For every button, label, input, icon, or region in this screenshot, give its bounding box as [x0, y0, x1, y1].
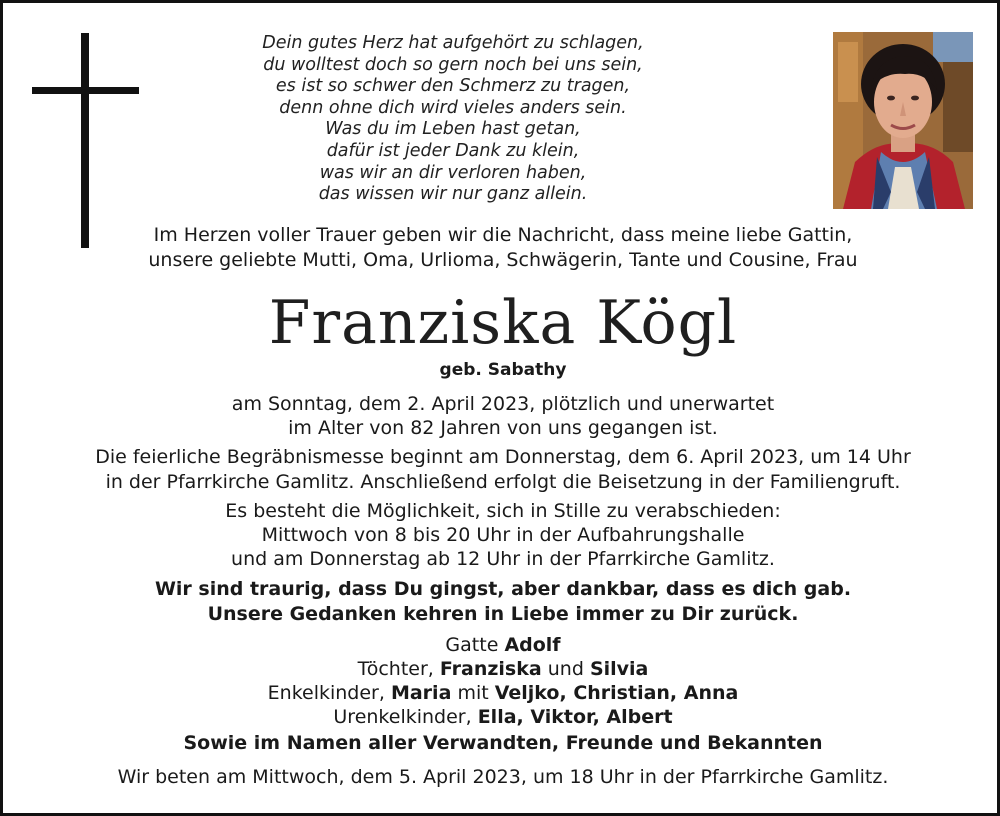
farewell-line: Mittwoch von 8 bis 20 Uhr in der Aufbahrungshalle: [261, 524, 745, 547]
notice-paragraphs: [3, 392, 1000, 571]
daughters-line: [3, 657, 1000, 681]
quote: [3, 577, 1000, 627]
closing-line: Sowie im Namen aller Verwandten, Freunde und Bekannten: [183, 732, 823, 754]
death-notice-line: im Alter von 82 Jahren von uns gegangen ist.: [288, 417, 718, 440]
great-grandchildren-line: [3, 705, 1000, 729]
spouse-label: Gatte: [445, 634, 499, 656]
mourners-list: [3, 633, 1000, 729]
grandchild-name: Maria: [390, 682, 452, 704]
poem-line: Dein gutes Herz hat aufgehört zu schlagen,: [262, 33, 644, 53]
poem-line: denn ohne dich wird vieles anders sein.: [279, 97, 627, 118]
spouse-name: Adolf: [504, 634, 561, 656]
portrait-photo: [833, 32, 973, 209]
poem-line: was wir an dir verloren haben,: [319, 162, 587, 183]
poem-line: Was du im Leben hast getan,: [325, 119, 581, 140]
funeral-line: in der Pfarrkirche Gamlitz. Anschließend erfolgt die Beisetzung in der Familiengruft.: [105, 470, 901, 493]
intro-line: Im Herzen voller Trauer geben wir die Nachricht, dass meine liebe Gattin,: [153, 224, 853, 246]
great-grandchildren-label: Urenkelkinder,: [333, 706, 472, 728]
conjunction: und: [547, 658, 584, 680]
grandchildren-names: Veljko, Christian, Anna: [494, 682, 739, 704]
daughters-label: Töchter,: [357, 658, 434, 680]
grandchildren-line: [3, 681, 1000, 705]
death-notice-line: am Sonntag, dem 2. April 2023, plötzlich und unerwartet: [231, 393, 775, 415]
great-grandchildren-names: Ella, Viktor, Albert: [477, 706, 673, 728]
deceased-name: Franziska Kögl: [268, 288, 738, 358]
memorial-poem: [253, 33, 653, 206]
farewell-line: Es besteht die Möglichkeit, sich in Stille zu verabschieden:: [225, 499, 781, 522]
prayer-line: Wir beten am Mittwoch, dem 5. April 2023, um 18 Uhr in der Pfarrkirche Gamlitz.: [117, 766, 889, 788]
poem-line: es ist so schwer den Schmerz zu tragen,: [275, 76, 631, 97]
quote-line: Unsere Gedanken kehren in Liebe immer zu Dir zurück.: [207, 603, 799, 625]
conjunction: mit: [457, 682, 489, 704]
funeral-line: Die feierliche Begräbnismesse beginnt am Donnerstag, dem 6. April 2023, um 14 Uhr: [95, 446, 911, 469]
intro-line: unsere geliebte Mutti, Oma, Urlioma, Schwägerin, Tante und Cousine, Frau: [148, 249, 858, 271]
poem-line: du wolltest doch so gern noch bei uns sein,: [263, 54, 643, 75]
grandchildren-label: Enkelkinder,: [267, 682, 385, 704]
daughter-name: Silvia: [589, 658, 649, 680]
maiden-name: geb. Sabathy: [439, 360, 567, 380]
spouse-line: [3, 633, 1000, 657]
quote-line: Wir sind traurig, dass Du gingst, aber dankbar, dass es dich gab.: [154, 578, 852, 600]
poem-line: dafür ist jeder Dank zu klein,: [326, 140, 580, 161]
cross-icon-bar: [32, 87, 139, 94]
farewell-line: und am Donnerstag ab 12 Uhr in der Pfarrkirche Gamlitz.: [231, 548, 775, 571]
poem-line: das wissen wir nur ganz allein.: [318, 184, 588, 205]
intro-text: [3, 223, 1000, 273]
cross-icon: [81, 33, 89, 248]
daughter-name: Franziska: [439, 658, 542, 680]
